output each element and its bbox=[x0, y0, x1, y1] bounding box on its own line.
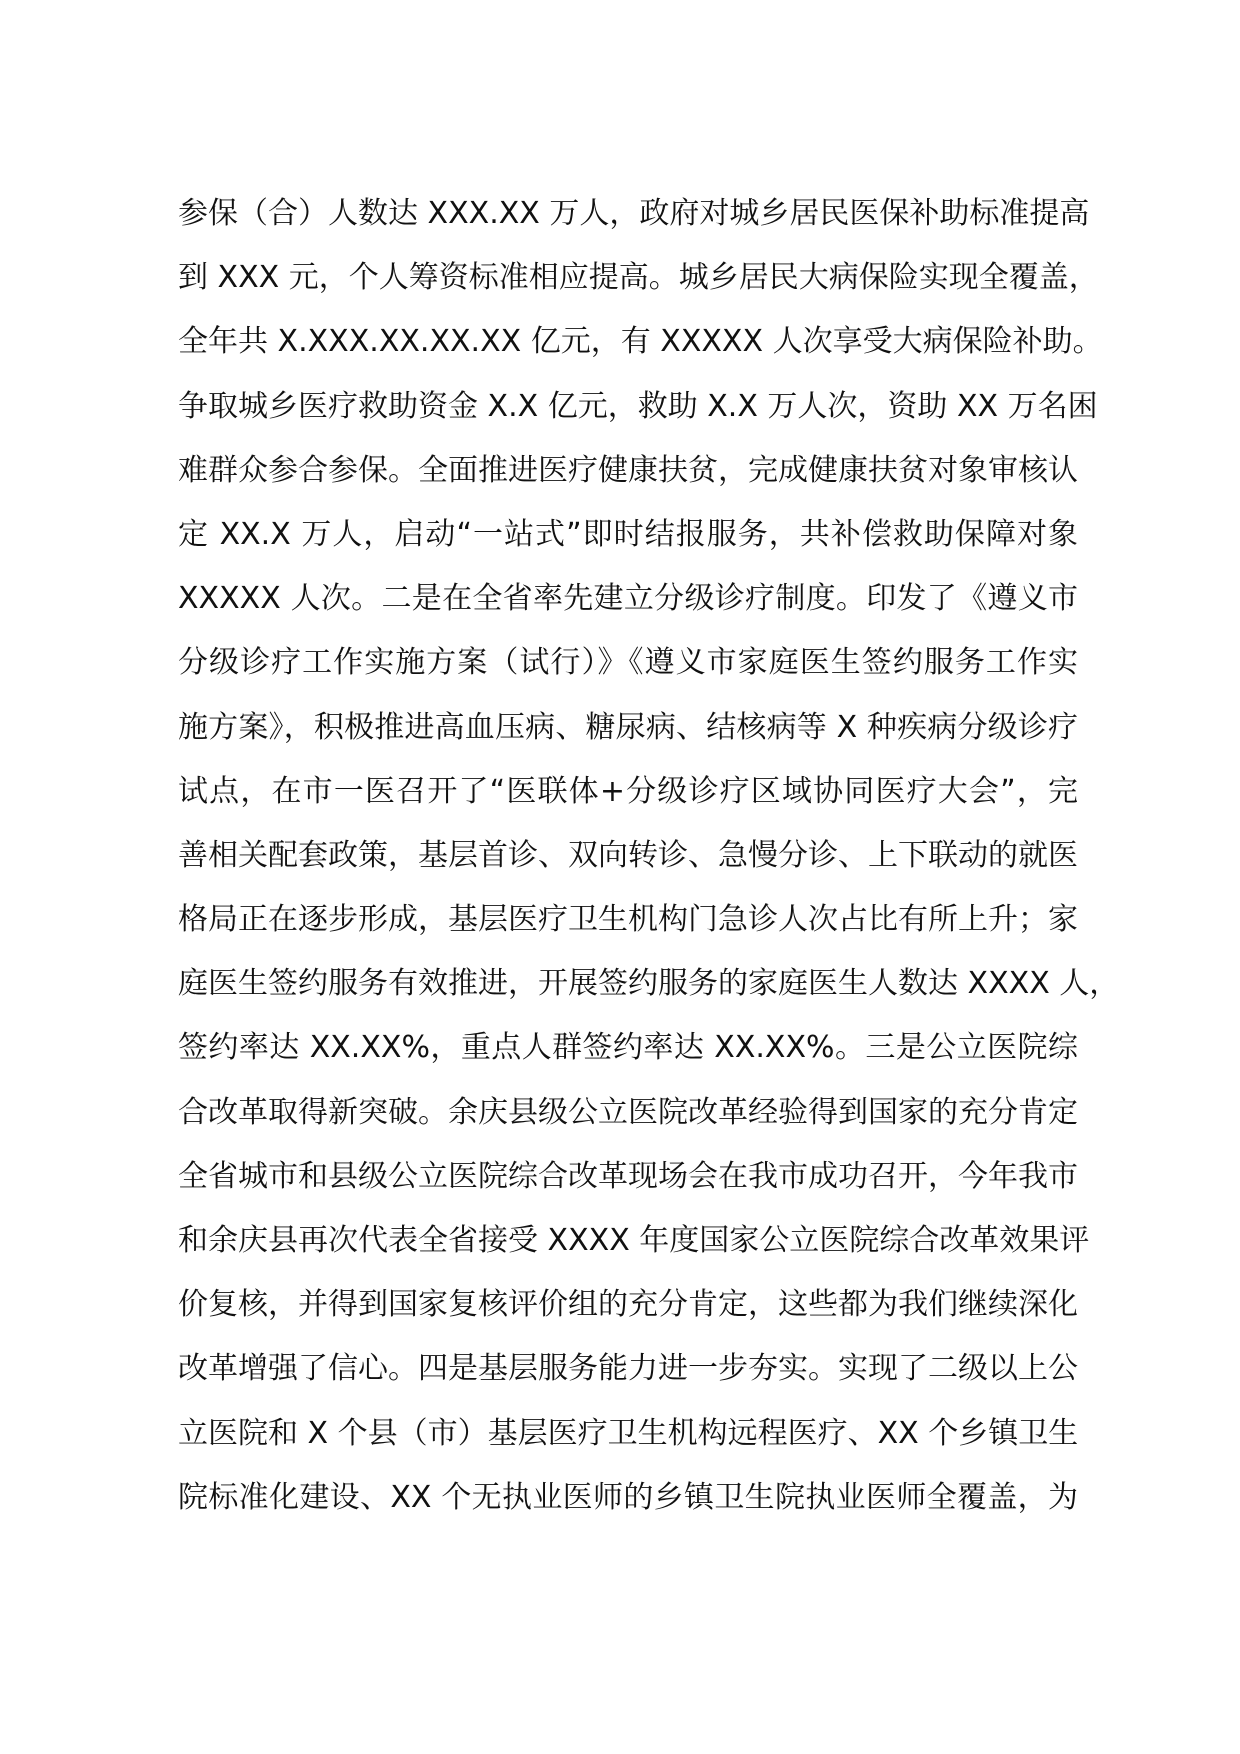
text-line: 到 XXX 元，个人筹资标准相应提高。城乡居民大病保险实现全覆盖， bbox=[178, 260, 1099, 296]
text-line: 定 XX.X 万人，启动“一站式”即时结报服务，共补偿救助保障对象 bbox=[178, 516, 1078, 552]
text-line: 签约率达 XX.XX%，重点人群签约率达 XX.XX%。三是公立医院综 bbox=[178, 1030, 1078, 1066]
text-line: 改革增强了信心。四是基层服务能力进一步夯实。实现了二级以上公 bbox=[178, 1351, 1078, 1387]
text-line: 庭医生签约服务有效推进，开展签约服务的家庭医生人数达 XXXX 人， bbox=[178, 966, 1120, 1002]
text-line: 争取城乡医疗救助资金 X.X 亿元，救助 X.X 万人次，资助 XX 万名困 bbox=[178, 388, 1098, 424]
text-line: 全省城市和县级公立医院综合改革现场会在我市成功召开，今年我市 bbox=[178, 1158, 1078, 1194]
text-line: 施方案》，积极推进高血压病、糖尿病、结核病等 X 种疾病分级诊疗 bbox=[178, 709, 1078, 745]
text-line: 格局正在逐步形成，基层医疗卫生机构门急诊人次占比有所上升；家 bbox=[178, 902, 1078, 938]
text-line: 价复核，并得到国家复核评价组的充分肯定，这些都为我们继续深化 bbox=[178, 1287, 1078, 1323]
text-line: 难群众参合参保。全面推进医疗健康扶贫，完成健康扶贫对象审核认 bbox=[178, 452, 1078, 488]
text-line: 全年共 X.XXX.XX.XX.XX 亿元，有 XXXXX 人次享受大病保险补助。 bbox=[178, 324, 1103, 360]
text-line: 合改革取得新突破。余庆县级公立医院改革经验得到国家的充分肯定 bbox=[178, 1094, 1078, 1130]
text-line: 试点，在市一医召开了“医联体+分级诊疗区域协同医疗大会”，完 bbox=[178, 773, 1078, 809]
text-line: 分级诊疗工作实施方案（试行）》《遵义市家庭医生签约服务工作实 bbox=[178, 645, 1078, 681]
text-line: 院标准化建设、XX 个无执业医师的乡镇卫生院执业医师全覆盖，为 bbox=[178, 1479, 1078, 1515]
text-line: XXXXX 人次。二是在全省率先建立分级诊疗制度。印发了《遵义市 bbox=[178, 581, 1078, 617]
text-line: 参保（合）人数达 XXX.XX 万人，政府对城乡居民医保补助标准提高 bbox=[178, 196, 1090, 231]
text-line: 立医院和 X 个县（市）基层医疗卫生机构远程医疗、XX 个乡镇卫生 bbox=[178, 1415, 1079, 1451]
text-line: 和余庆县再次代表全省接受 XXXX 年度国家公立医院综合改革效果评 bbox=[178, 1223, 1090, 1258]
text-line: 善相关配套政策，基层首诊、双向转诊、急慢分诊、上下联动的就医 bbox=[178, 837, 1078, 873]
body-paragraph bbox=[178, 190, 1120, 1538]
